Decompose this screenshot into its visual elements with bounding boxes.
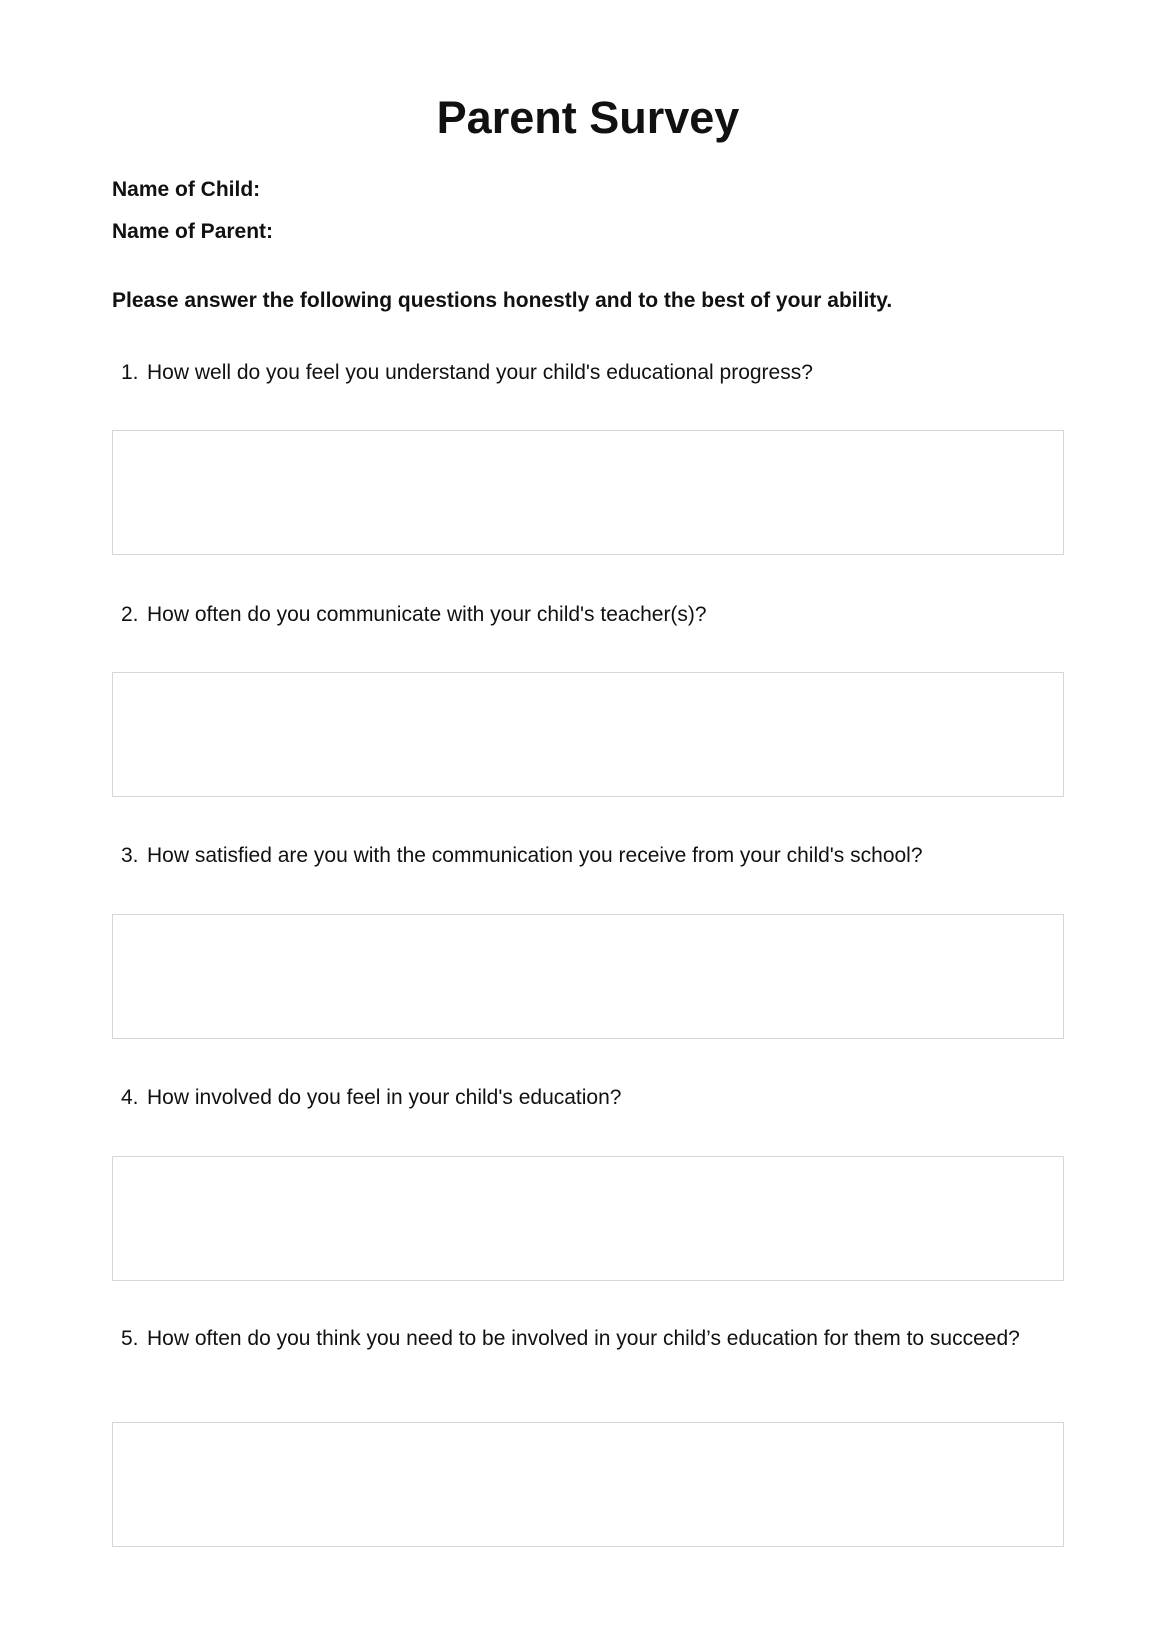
question-text: How often do you think you need to be involved in your child’s education for them to succeed? <box>147 1327 1020 1350</box>
question-number: 2. <box>121 603 139 626</box>
question-number: 5. <box>121 1327 139 1350</box>
question-2 <box>121 602 1021 628</box>
question-number: 3. <box>121 844 139 867</box>
child-name-label: Name of Child: <box>112 178 261 201</box>
answer-box-2[interactable] <box>112 672 1064 797</box>
question-5 <box>121 1326 1021 1352</box>
question-number: 4. <box>121 1086 139 1109</box>
question-text: How often do you communicate with your child's teacher(s)? <box>147 603 707 626</box>
answer-box-3[interactable] <box>112 914 1064 1039</box>
answer-box-5[interactable] <box>112 1422 1064 1547</box>
question-text: How satisfied are you with the communication you receive from your child's school? <box>147 844 923 867</box>
page-title: Parent Survey <box>436 92 740 143</box>
question-3 <box>121 843 1021 869</box>
answer-box-1[interactable] <box>112 430 1064 555</box>
question-text: How involved do you feel in your child's education? <box>147 1086 622 1109</box>
question-1 <box>121 360 1021 386</box>
question-text: How well do you feel you understand your child's educational progress? <box>147 361 813 384</box>
answer-box-4[interactable] <box>112 1156 1064 1281</box>
parent-name-label: Name of Parent: <box>112 220 274 243</box>
instructions: Please answer the following questions honestly and to the best of your ability. <box>112 289 893 312</box>
question-4 <box>121 1085 1021 1111</box>
question-number: 1. <box>121 361 139 384</box>
